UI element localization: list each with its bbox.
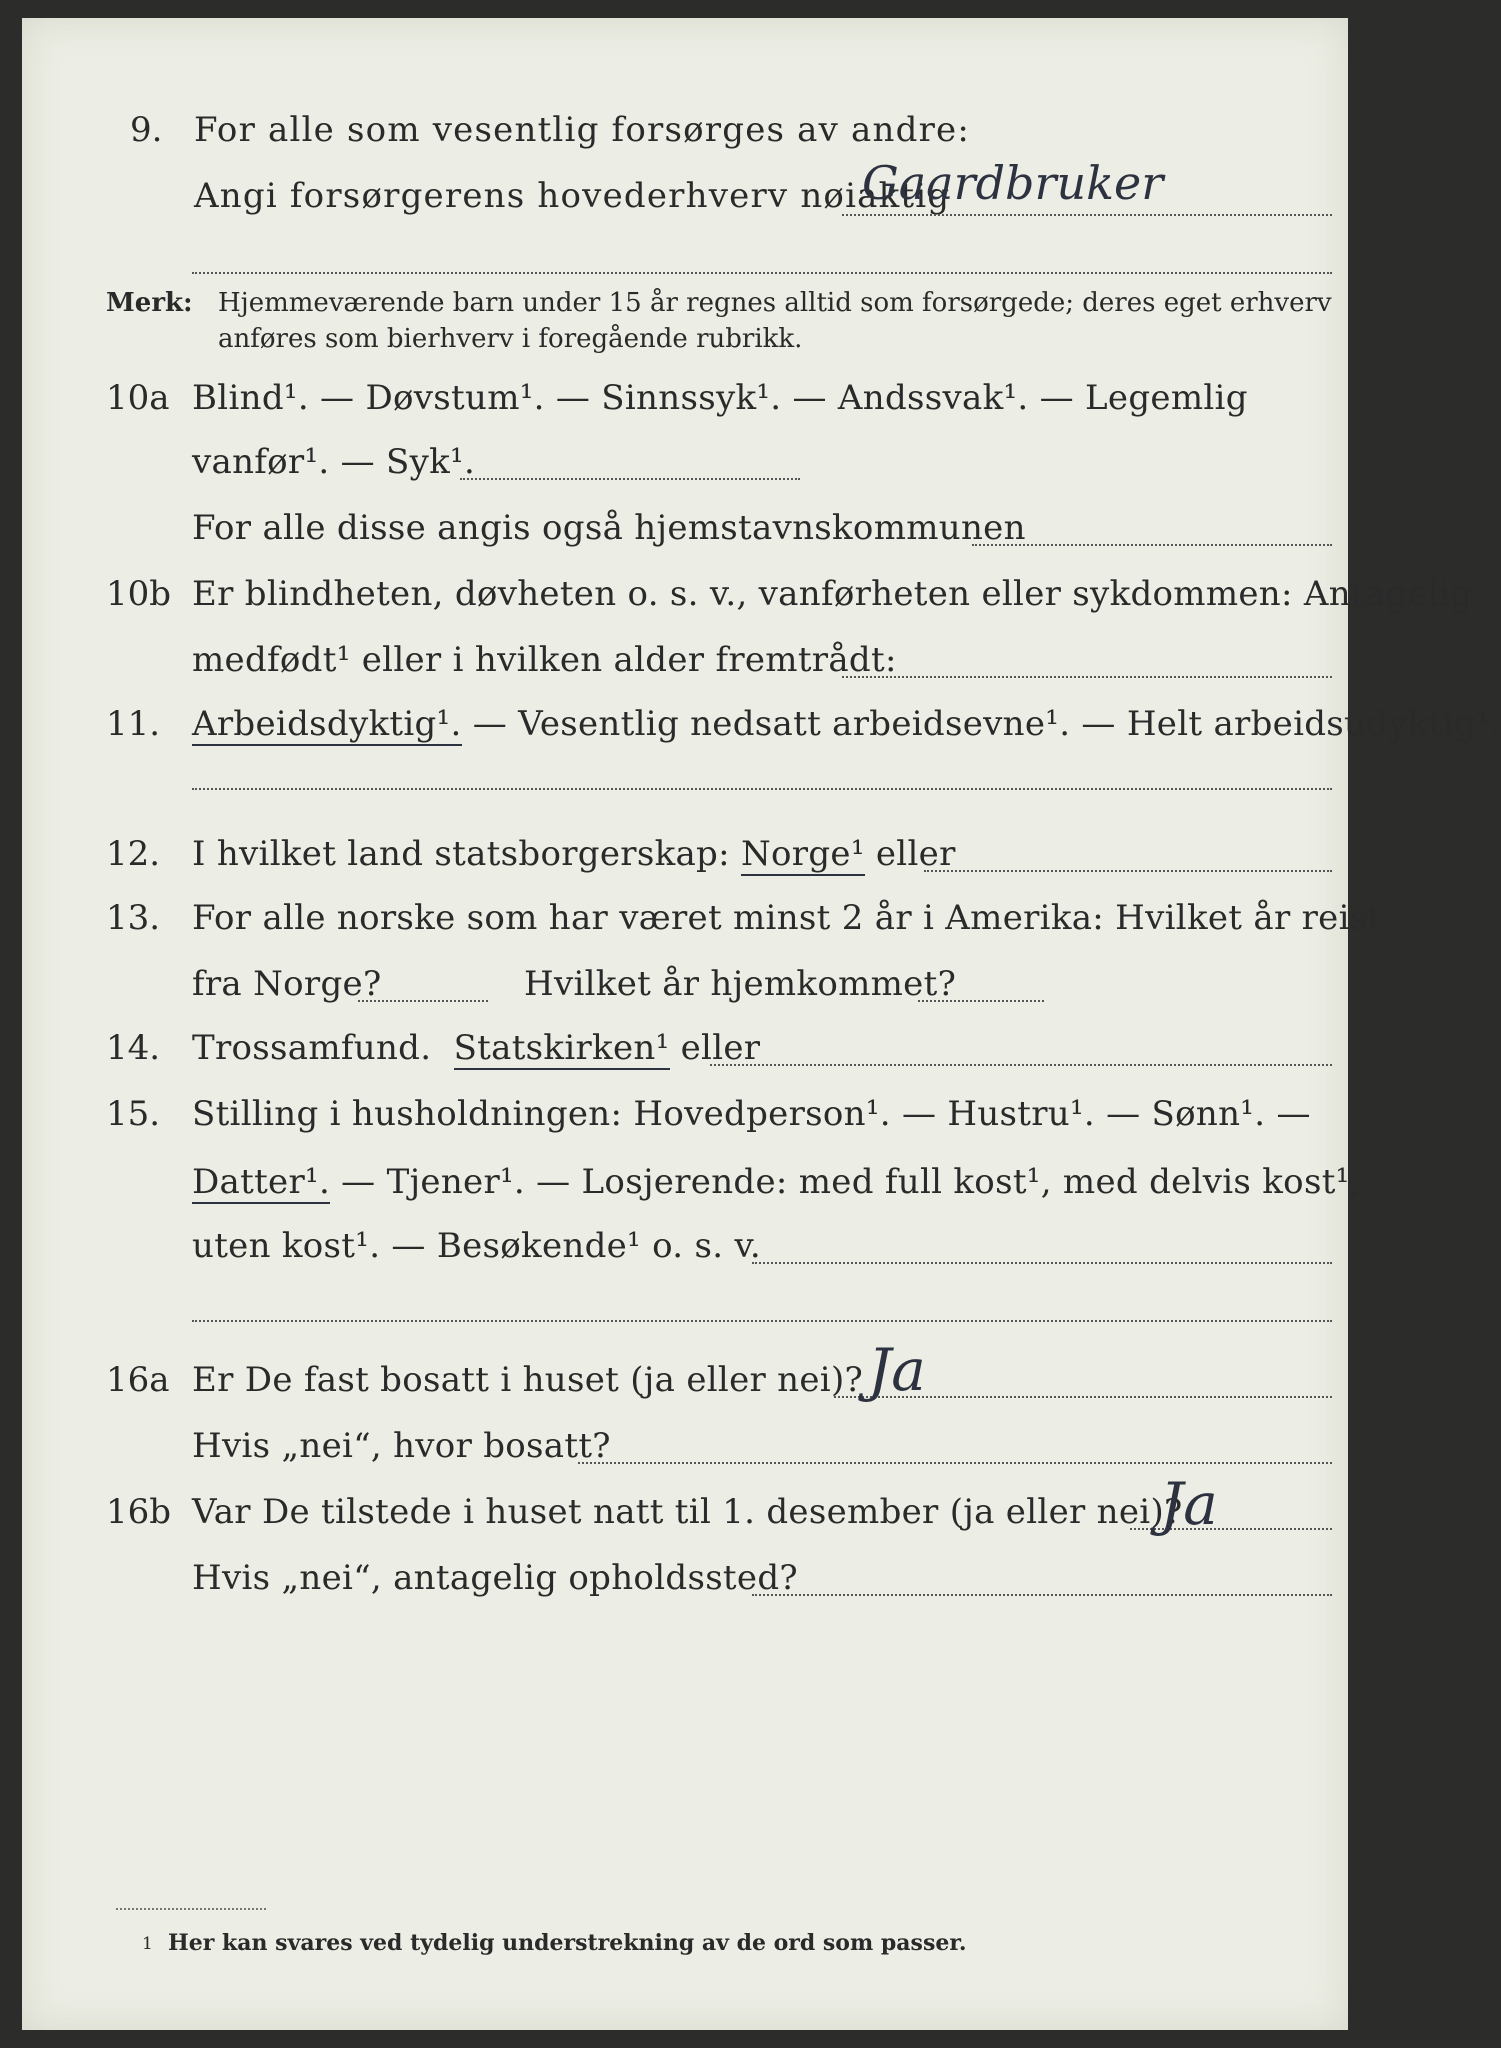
underlined-option: Datter¹.: [192, 1162, 331, 1202]
answer-line: [972, 544, 1332, 546]
q15-line3: uten kost¹. — Besøkende¹ o. s. v.: [192, 1226, 762, 1266]
answer-line: [192, 1320, 1332, 1322]
question-number: 10a: [106, 378, 170, 418]
question-number: 10b: [106, 574, 172, 614]
footnote-rule: [116, 1908, 266, 1910]
q10a-line1: Blind¹. — Døvstum¹. — Sinnssyk¹. — Andssvak¹. — Legemlig: [192, 378, 1248, 418]
question-number: 13.: [106, 898, 161, 938]
handwritten-answer: Ja: [868, 1336, 926, 1404]
q15-line2-rest: — Tjener¹. — Losjerende: med full kost¹, med delvis kost¹,: [330, 1162, 1361, 1202]
q15-line2: [192, 1162, 1361, 1202]
q10b-line2: medfødt¹ eller i hvilken alder fremtrådt:: [192, 640, 897, 680]
note-line1: Hjemmeværende barn under 15 år regnes alltid som forsørgede; deres eget erhverv: [218, 288, 1332, 318]
q10b-line1: Er blindheten, døvheten o. s. v., vanførheten eller sykdommen: Antagelig: [192, 574, 1473, 614]
underlined-option: Statskirken¹: [453, 1028, 670, 1068]
question-number: 11.: [106, 704, 161, 744]
answer-line: [842, 214, 1332, 216]
answer-line: [358, 1000, 488, 1002]
q14-tail: eller: [680, 1028, 761, 1068]
question-number: 12.: [106, 834, 161, 874]
census-form-page: [22, 18, 1501, 2030]
q16b-line2: Hvis „nei“, antagelig opholdssted?: [192, 1558, 798, 1598]
answer-line: [710, 1064, 1332, 1066]
q13-line2b: Hvilket år hjemkommet?: [524, 964, 957, 1004]
q9-line2: Angi forsørgerens hovederhverv nøiaktig: [194, 176, 951, 216]
q11-rest: — Vesentlig nedsatt arbeidsevne¹. — Helt arbeidsudyktig¹.: [461, 704, 1501, 744]
note-line2: anføres som bierhverv i foregående rubrikk.: [218, 324, 803, 354]
question-number: 16b: [106, 1492, 172, 1532]
q12-line: [192, 834, 956, 874]
q10a-line2: vanfør¹. — Syk¹.: [192, 442, 476, 482]
answer-line: [752, 1262, 1332, 1264]
answer-line: [918, 1000, 1044, 1002]
q16b-line1: Var De tilstede i huset natt til 1. desember (ja eller nei)?: [192, 1492, 1183, 1532]
question-number: 9.: [130, 110, 163, 150]
question-number: 16a: [106, 1360, 170, 1400]
q13-line1: For alle norske som har været minst 2 år i Amerika: Hvilket år reist: [192, 898, 1382, 938]
q16a-line1: Er De fast bosatt i huset (ja eller nei)?: [192, 1360, 864, 1400]
underlined-option: Norge¹: [740, 834, 865, 874]
question-number: 14.: [106, 1028, 161, 1068]
answer-line: [752, 1594, 1332, 1596]
footnote-text: Her kan svares ved tydelig understrekning av de ord som passer.: [168, 1930, 967, 1956]
q16a-line2: Hvis „nei“, hvor bosatt?: [192, 1426, 611, 1466]
answer-line: [460, 478, 800, 480]
underlined-option: Arbeidsdyktig¹.: [192, 704, 462, 744]
question-number: 15.: [106, 1094, 161, 1134]
answer-line: [842, 676, 1332, 678]
answer-line: [924, 870, 1332, 872]
q10a-line3: For alle disse angis også hjemstavnskommunen: [192, 508, 1026, 548]
handwritten-answer: Gaardbruker: [862, 156, 1164, 210]
answer-line: [578, 1462, 1332, 1464]
answer-line: [192, 272, 1332, 274]
handwritten-answer: Ja: [1160, 1470, 1218, 1538]
q13-line2a: fra Norge?: [192, 964, 382, 1004]
q14-text: Trossamfund.: [192, 1028, 432, 1068]
q11-line: [192, 704, 1501, 744]
q12-text: I hvilket land statsborgerskap:: [192, 834, 730, 874]
footnote-mark: 1: [142, 1934, 153, 1954]
q15-line1: Stilling i husholdningen: Hovedperson¹. — Hustru¹. — Sønn¹. —: [192, 1094, 1311, 1134]
q9-line1: For alle som vesentlig forsørges av andre:: [194, 110, 971, 150]
q14-line: [192, 1028, 760, 1068]
answer-line: [192, 788, 1332, 790]
note-label: Merk:: [106, 288, 193, 318]
q12-tail: eller: [875, 834, 956, 874]
